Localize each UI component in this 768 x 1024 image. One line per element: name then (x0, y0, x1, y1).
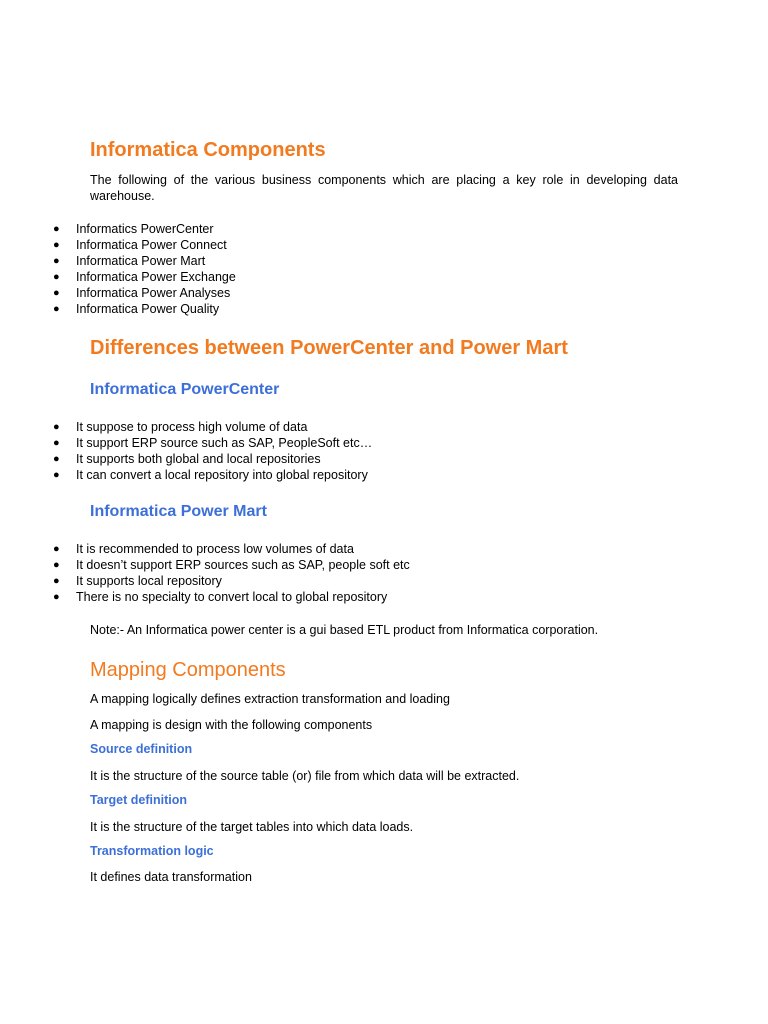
bullet-icon: ● (53, 223, 60, 235)
mapping-para-1: A mapping logically defines extraction transformation and loading (90, 692, 450, 706)
bullet-icon: ● (53, 303, 60, 315)
bullet-icon: ● (53, 421, 60, 433)
transformation-logic-text: It defines data transformation (90, 870, 252, 884)
bullet-icon: ● (53, 437, 60, 449)
document-page: Informatica Components The following of the various business components which are placing a key role in developing data warehouse. ● Informatics PowerCenter ● Informatica Power Connect ● Informatica Power Mart ● Informatica Power Exchange ● Informatica Power Analyses ● Informatica Power Quality Differences between PowerCenter and Power Mart Informatica PowerCenter ● It suppose to process high volume of data ● It support ERP source such as SAP, PeopleSoft etc… ● It supports both global and local repositories ● It can convert a local repository into global repository Informatica Power Mart ● It is recommended to process low volumes of data ● It doesn’t support ERP sources such as SAP, people soft etc ● It supports local repository ● There is no specialty to convert local to global repository Note:- An Informatica power center is a gui based ETL product from Informatica corporation. Mapping Components A mapping logically defines extraction transformation and loading A mapping is design with the following components Source definition It is the structure of the source table (or) file from which data will be extracted. Target definition It is the structure of the target tables into which data loads. Transformation logic It defines data transformation (53, 139, 678, 884)
bullet-icon: ● (53, 559, 60, 571)
subheading-powercenter: Informatica PowerCenter (90, 381, 280, 398)
bullet-icon: ● (53, 575, 60, 587)
bullet-icon: ● (53, 239, 60, 251)
bullet-icon: ● (53, 453, 60, 465)
components-intro: The following of the various business components which are placing a key role in developing data warehouse. (90, 173, 678, 203)
subheading-transformation-logic: Transformation logic (90, 844, 214, 858)
subheading-source-definition: Source definition (90, 742, 193, 756)
subheading-powermart: Informatica Power Mart (90, 503, 267, 520)
heading-differences: Differences between PowerCenter and Power Mart (90, 337, 568, 359)
mapping-para-2: A mapping is design with the following components (90, 718, 373, 732)
source-definition-text: It is the structure of the source table (or) file from which data will be extracted. (90, 769, 520, 783)
bullet-icon: ● (53, 591, 60, 603)
bullet-icon: ● (53, 287, 60, 299)
heading-mapping-components: Mapping Components (90, 659, 286, 681)
bullet-icon: ● (53, 271, 60, 283)
heading-informatica-components: Informatica Components (90, 139, 326, 161)
bullet-icon: ● (53, 255, 60, 267)
target-definition-text: It is the structure of the target tables into which data loads. (90, 820, 414, 834)
subheading-target-definition: Target definition (90, 793, 187, 807)
bullet-icon: ● (53, 543, 60, 555)
bullet-icon: ● (53, 469, 60, 481)
note-text: Note:- An Informatica power center is a gui based ETL product from Informatica corporation. (90, 623, 599, 637)
